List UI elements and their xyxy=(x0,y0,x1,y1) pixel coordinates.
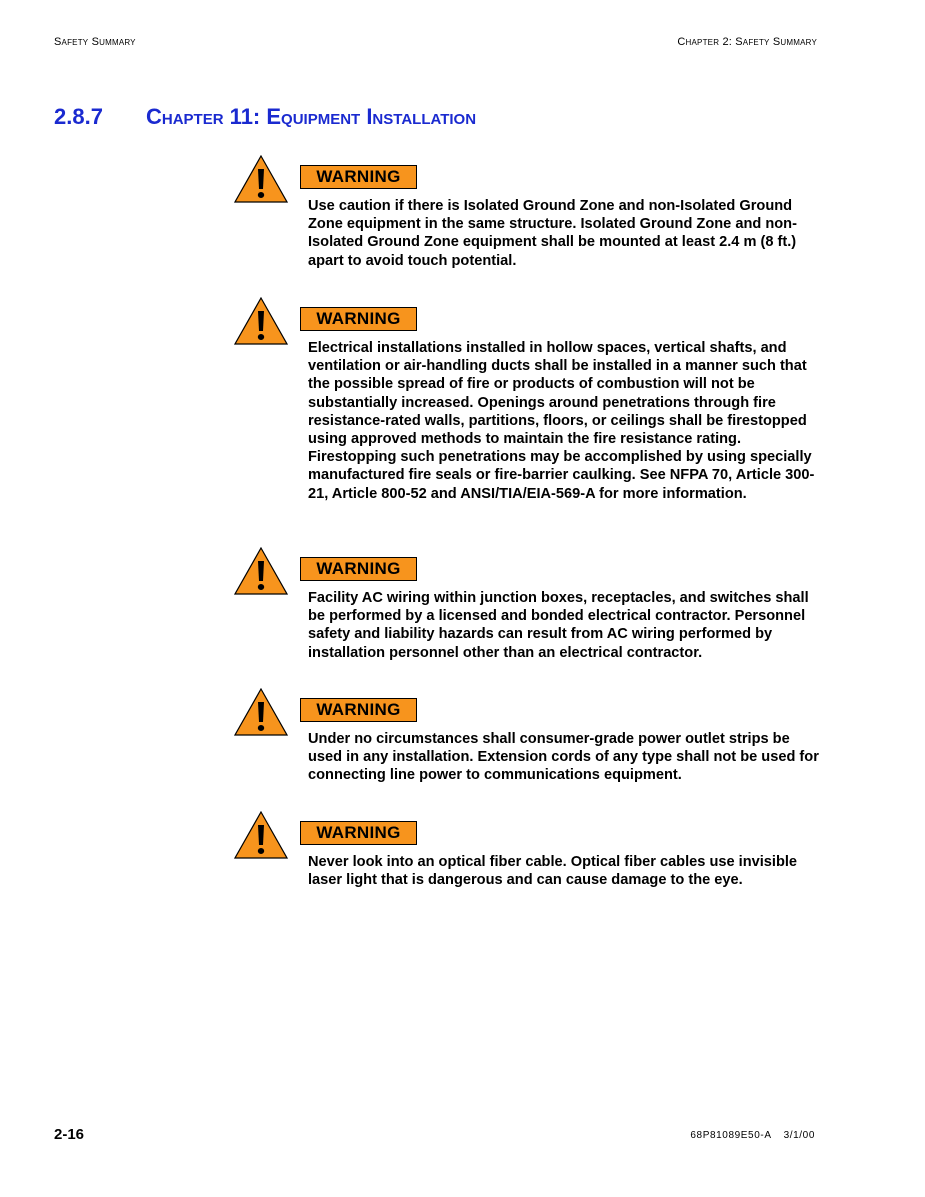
warning-label: WARNING xyxy=(300,557,417,581)
warning-text: Under no circumstances shall consumer-grade power outlet strips be used in any installation. Extension cords of any type shall not be used for connecting line power to communications equipment. xyxy=(308,731,819,784)
section-title: Chapter 11: Equipment Installation xyxy=(146,104,477,129)
warning-text: Facility AC wiring within junction boxes, receptacles, and switches shall be performed by a licensed and bonded electrical contractor. Personnel safety and liability hazards can result from AC wiring performed by installation personnel other than an electrical contractor. xyxy=(308,590,809,661)
running-header-left: Safety Summary xyxy=(54,36,136,48)
section-number: 2.8.7 xyxy=(54,104,103,129)
warning-label: WARNING xyxy=(300,698,417,722)
document-id xyxy=(690,1130,815,1141)
warning-triangle-icon xyxy=(234,688,288,736)
running-header-right: Chapter 2: Safety Summary xyxy=(677,36,817,48)
warning-text: Electrical installations installed in hollow spaces, vertical shafts, and ventilation or air-handling ducts shall be installed in a manner such that the possible spread of fire or products of combustion will not be substantially increased. Openings around penetrations through fire resistance-rated walls, partitions, floors, or ceilings shall be firestopped using approved methods to maintain the fire resistance rating. Firestopping such penetrations may be accomplished by using specially manufactured fire seals or fire-barrier caulking. See NFPA 70, Article 300-21, Article 800-52 and ANSI/TIA/EIA-569-A for more information. xyxy=(308,340,815,502)
warning-triangle-icon xyxy=(234,547,288,595)
warning-label: WARNING xyxy=(300,821,417,845)
warning-triangle-icon xyxy=(234,155,288,203)
document-number: 68P81089E50-A xyxy=(690,1130,772,1141)
warning-label: WARNING xyxy=(300,307,417,331)
warning-label: WARNING xyxy=(300,165,417,189)
warning-triangle-icon xyxy=(234,811,288,859)
warning-text: Never look into an optical fiber cable. Optical fiber cables use invisible laser light that is dangerous and can cause damage to the eye. xyxy=(308,854,798,889)
document-date: 3/1/00 xyxy=(783,1130,815,1141)
warning-text: Use caution if there is Isolated Ground Zone and non-Isolated Ground Zone equipment in the same structure. Isolated Ground Zone and non-Isolated Ground Zone equipment shall be mounted at least 2.4 m (8 ft.) apart to avoid touch potential. xyxy=(308,198,797,269)
warning-triangle-icon xyxy=(234,297,288,345)
section-heading xyxy=(54,104,476,130)
page-number: 2-16 xyxy=(54,1126,85,1143)
